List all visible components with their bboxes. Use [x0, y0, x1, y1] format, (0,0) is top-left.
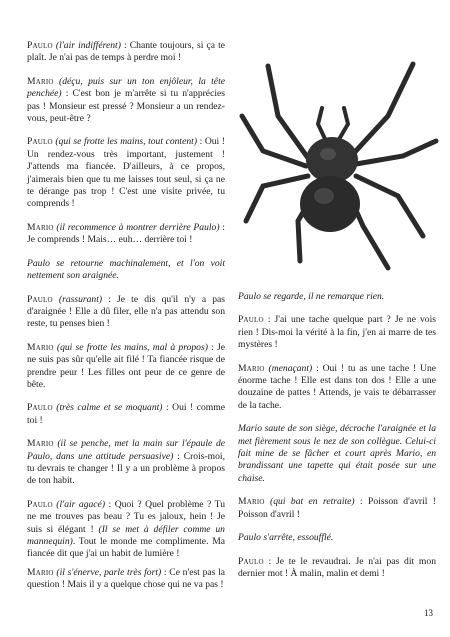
- stage-direction-inline: (il recommence à montrer derrière Paulo): [53, 221, 220, 233]
- speaker-name: Mario: [238, 362, 265, 374]
- dialogue-text: : Poisson d'avril ! Poisson d'avril !: [238, 496, 436, 520]
- dialogue-line: [27, 567, 225, 592]
- speaker-name: Paulo: [238, 555, 264, 567]
- dialogue-text: : Oui ! comme toi !: [27, 402, 225, 426]
- stage-direction-inline: (qui se frotte les mains, mal à propos): [53, 341, 208, 353]
- speaker-name: Mario: [27, 438, 54, 450]
- dialogue-line: [27, 342, 225, 392]
- dialogue-text: : Oui ! Un rendez-vous très important, justement ! J'attends ma fiancée. D'ailleurs, à ce propos, j'aimerais bien que tu me laisses tout seul, si ça ne te dérange pas trop ! C'est une visite privée, tu comprends !: [27, 136, 225, 210]
- spider-icon: [238, 46, 443, 274]
- stage-direction-inline: (il s'énerve, parle très fort): [53, 566, 162, 578]
- stage-direction-text: Mario saute de son siège, décroche l'araignée et la met fièrement sous le nez de son collègue. Celui-ci fait mine de se fâcher et court après Mario, en brandissant une tapette qui était posée sur une chaise.: [238, 423, 436, 484]
- dialogue-line: [27, 222, 225, 247]
- speaker-name: Mario: [27, 341, 54, 353]
- tarantula-spider-photo: [238, 46, 443, 274]
- stage-direction-inline: (déçu, puis sur un ton enjôleur, la tête penchée): [27, 75, 225, 100]
- stage-direction-inline: (rassurant): [52, 293, 103, 305]
- dialogue-line: [27, 40, 225, 65]
- speaker-name: Paulo: [238, 314, 264, 326]
- dialogue-line: [27, 402, 225, 427]
- stage-direction: [238, 532, 436, 544]
- speaker-name: Paulo: [27, 498, 53, 510]
- stage-direction-inline: (l'air agacé): [52, 498, 106, 510]
- dialogue-text: : C'est bon je m'arrête si tu n'apprécies pas ! Monsieur est pressé ? Monsieur a un rendez-vous, peut-être ?: [27, 88, 225, 125]
- right-column: [238, 291, 436, 591]
- stage-direction-inline: (il se penche, met la main sur l'épaule de Paulo, dans une attitude persuasive): [27, 438, 225, 462]
- dialogue-line: [238, 363, 436, 413]
- stage-direction-inline: (qui se frotte les mains, tout content): [52, 136, 198, 148]
- speaker-name: Paulo: [27, 136, 53, 148]
- stage-direction-text: Paulo s'arrête, essoufflé.: [238, 532, 334, 544]
- speaker-name: Mario: [27, 221, 54, 233]
- dialogue-line: [27, 76, 225, 126]
- dialogue-line: [27, 294, 225, 331]
- speaker-name: Mario: [238, 496, 265, 508]
- speaker-name: Paulo: [27, 293, 53, 305]
- dialogue-text: : Je ne suis pas sûr qu'elle ait filé ! Ta fiancée risque de prendre peur ! Les filles ont peur de ce genre de bête.: [27, 341, 225, 390]
- dialogue-text: . Tout le monde me complimente. Ma fiancée dit que j'ai un habit de lumière !: [27, 536, 225, 560]
- dialogue-line: [238, 496, 436, 521]
- stage-direction: [27, 258, 225, 283]
- stage-direction-text: Paulo se regarde, il ne remarque rien.: [238, 291, 385, 302]
- stage-direction: [238, 291, 436, 303]
- stage-direction-inline: (très calme et se moquant): [52, 402, 163, 414]
- dialogue-line: [27, 499, 225, 561]
- dialogue-line: [238, 314, 436, 351]
- left-column: [27, 40, 225, 603]
- dialogue-text: : Je comprends ! Mais… euh… derrière toi !: [27, 221, 225, 246]
- stage-direction-inline: (menaçant): [264, 362, 313, 374]
- dialogue-text: : Oui ! tu as une tache ! Une énorme tache ! Elle est dans ton dos ! Elle a une douzaine de pattes ! Attends, je vais te débarrasser de la tache.: [238, 362, 436, 411]
- dialogue-text: : Je te le revaudrai. Je n'ai pas dit mon dernier mot ! À malin, malin et demi !: [238, 555, 436, 579]
- dialogue-text: : Je te dis qu'il n'y a pas d'araignée ! Elle a dû filer, elle n'a pas attendu son reste, tu penses bien !: [27, 293, 225, 330]
- stage-direction: [238, 423, 436, 485]
- stage-direction-inline: (Il se met à défiler comme un mannequin): [27, 523, 225, 547]
- dialogue-line: [27, 438, 225, 488]
- speaker-name: Paulo: [27, 40, 53, 51]
- stage-direction-inline: (l'air indifférent): [52, 40, 121, 51]
- page-number: 13: [424, 608, 433, 618]
- stage-direction-inline: (qui bat en retraite): [264, 496, 355, 508]
- dialogue-text: : J'ai une tache quelque part ? Je ne vois rien ! Dis-moi la vérité à la fin, j'en ai marre de tes mystères !: [238, 314, 436, 351]
- dialogue-text: : Quoi ? Quel problème ? Tu ne me trouves pas beau ? Tu es jaloux, hein ! Je suis si élégant !: [27, 498, 225, 535]
- speaker-name: Mario: [27, 75, 54, 87]
- dialogue-line: [238, 556, 436, 581]
- dialogue-text: : Chante toujours, si ça te plaît. Je n'ai pas de temps à perdre moi !: [27, 40, 225, 64]
- speaker-name: Paulo: [27, 402, 53, 414]
- speaker-name: Mario: [27, 566, 54, 578]
- stage-direction-text: Paulo se retourne machinalement, et l'on voit nettement son araignée.: [27, 257, 225, 282]
- dialogue-text: : Ce n'est pas la question ! Mais il y a quelque chose qui ne va pas !: [27, 566, 225, 591]
- dialogue-line: [27, 136, 225, 210]
- dialogue-text: : Crois-moi, tu devrais te changer ! Il y a un problème à propos de ton habit.: [27, 450, 225, 487]
